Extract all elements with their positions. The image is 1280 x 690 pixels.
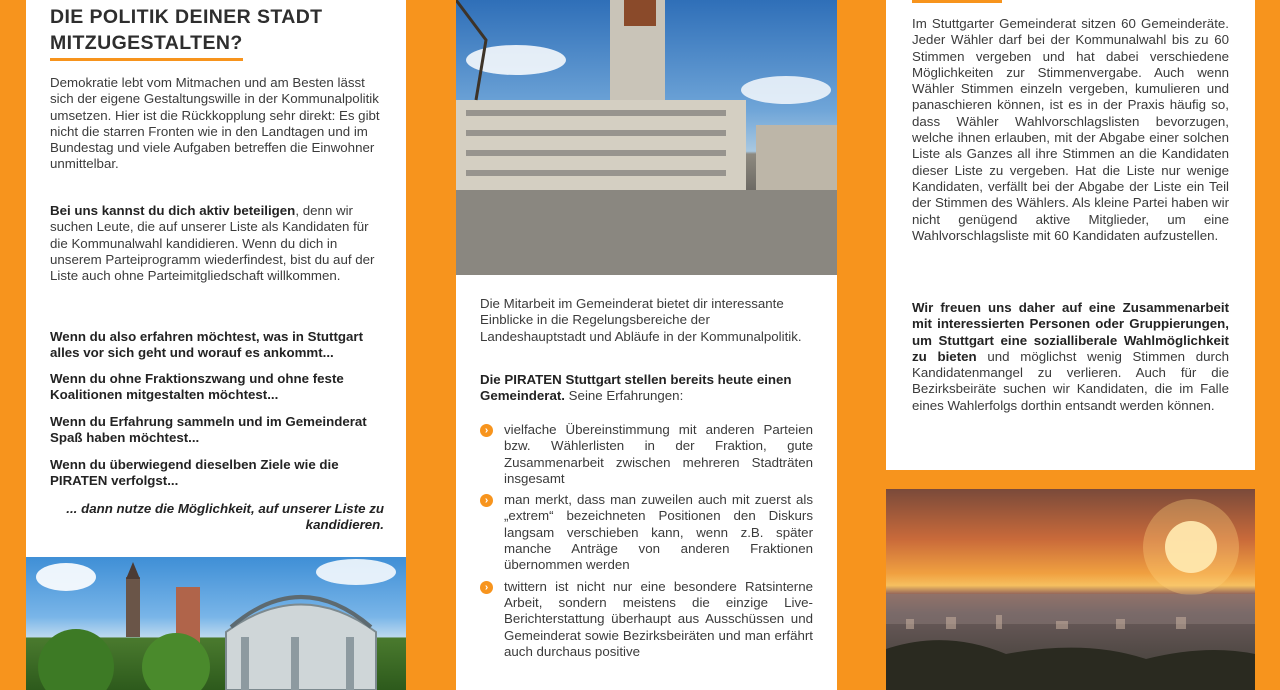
- chevron-right-icon: ›: [480, 581, 493, 594]
- council-explanation: Im Stuttgarter Gemeinderat sitzen 60 Gemeinderäte. Jeder Wähler darf bei der Kommunalwahl bis zu 60 Stimmen vergeben und hat dabei verschiedene Möglichkeiten zur Stimmenvergabe. Auch wenn Wähler Stimmen einzeln vergeben, kumulieren und panaschieren können, ist es in der Praxis häufig so, dass Wähler Wahlvorschlagslisten bevorzugen, welche ihnen erlauben, mit der Abgabe einer solchen Liste als Ganzes all ihre Stimmen an die Kandidaten dieser Liste zu vergeben. Hat die Liste nur wenige Kandidaten, verfällt bei der Abgabe der Liste ein Teil der Stimmen des Wählers. Als kleine Partei haben wir nicht genügend aktive Mitglieder, um eine Wahlvorschlagsliste mit 60 Kandidaten aufzustellen.: [912, 16, 1229, 243]
- list-item-text: man merkt, dass man zuweilen auch mit zuerst als „extrem“ bezeichneten Positionen den Diskurs langsam verschieben kann, wenn z.B. später manche Anträge von anderen Fraktionen übernommen werden: [504, 492, 813, 573]
- participation-paragraph: [50, 203, 384, 284]
- pirates-council-bold: Die PIRATEN Stuttgart stellen bereits heute einen Gemeinderat.: [480, 372, 792, 404]
- pavilion-photo: [26, 557, 406, 690]
- cooperation-paragraph: [912, 300, 1229, 414]
- heading-line-2: MITZUGESTALTEN?: [50, 30, 243, 61]
- list-item: [480, 422, 813, 487]
- motivation-line-3: Wenn du Erfahrung sammeln und im Gemeinderat Spaß haben möchtest...: [50, 414, 367, 446]
- chevron-right-icon: ›: [480, 424, 493, 437]
- middle-column: [456, 275, 837, 690]
- city-sunset-photo: [886, 489, 1255, 690]
- list-item-text: vielfache Übereinstimmung mit anderen Parteien bzw. Wählerlisten in der Fraktion, gute Zusammenarbeit zwischen mehreren Stadträten insgesamt: [504, 422, 813, 486]
- pirates-council: [480, 372, 813, 405]
- participation-bold: Bei uns kannst du dich aktiv beteiligen: [50, 203, 296, 218]
- heading-line-1: DIE POLITIK DEINER STADT: [50, 6, 323, 28]
- left-column: [26, 0, 406, 557]
- cooperation-rest: und möglichst wenig Stimmen durch Kandidatenmangel zu verlieren. Auch für die Bezirksbeiräte suchen wir Kandidaten, die im Falle eines Wahlerfolgs dorthin entsandt werden können.: [912, 348, 1229, 413]
- motivation-line-1: Wenn du also erfahren möchtest, was in Stuttgart alles vor sich geht und worauf es ankommt...: [50, 329, 364, 361]
- accent-rule: [912, 0, 1002, 3]
- experience-list: [480, 422, 813, 665]
- right-column: [886, 0, 1255, 470]
- townhall-photo: [456, 0, 837, 275]
- cooperation-bold: Wir freuen uns daher auf eine Zusammenarbeit mit interessierten Personen oder Gruppierungen, um Stuttgart eine sozialliberale Wahlmöglichkeit zu bieten: [912, 300, 1229, 364]
- council-intro: Die Mitarbeit im Gemeinderat bietet dir interessante Einblicke in die Regelungsbereiche der Landeshauptstadt und Abläufe in der Kommunalpolitik.: [480, 296, 802, 344]
- list-item: [480, 492, 813, 573]
- section-heading: [50, 4, 323, 61]
- call-to-action: ... dann nutze die Möglichkeit, auf unserer Liste zu kandidieren.: [66, 501, 384, 533]
- motivation-line-4: Wenn du überwiegend dieselben Ziele wie die PIRATEN verfolgst...: [50, 457, 339, 489]
- chevron-right-icon: ›: [480, 494, 493, 507]
- pirates-council-rest: Seine Erfahrungen:: [564, 388, 684, 404]
- list-item-text: twittern ist nicht nur eine besondere Ratsinterne Arbeit, sondern meistens die einzige Live-Berichterstattung überhaupt aus Ausschüssen und Gemeinderat sowie Bezirksbeiräten und man erfährt auch durchaus positive: [504, 578, 813, 659]
- motivation-line-2: Wenn du ohne Fraktionszwang und ohne feste Koalitionen mitgestalten möchtest...: [50, 371, 344, 403]
- list-item: [480, 579, 813, 660]
- participation-rest: , denn wir suchen Leute, die auf unserer Liste als Kandidaten für die Kommunalwahl kandidieren. Wenn du dich in unserem Parteiprogramm wiederfindest, bist du auf der Liste auch ohne Parteimitgliedschaft willkommen.: [50, 203, 375, 284]
- intro-paragraph: Demokratie lebt vom Mitmachen und am Besten lässt sich der eigene Gestaltungswille in der Kommunalpolitik umsetzen. Hier ist die Rückkopplung sehr direkt: Es gibt nicht die starren Fronten wie in den Landtagen und im Bundestag und viele Aufgaben betreffen die Einwohner unmittelbar.: [50, 75, 380, 172]
